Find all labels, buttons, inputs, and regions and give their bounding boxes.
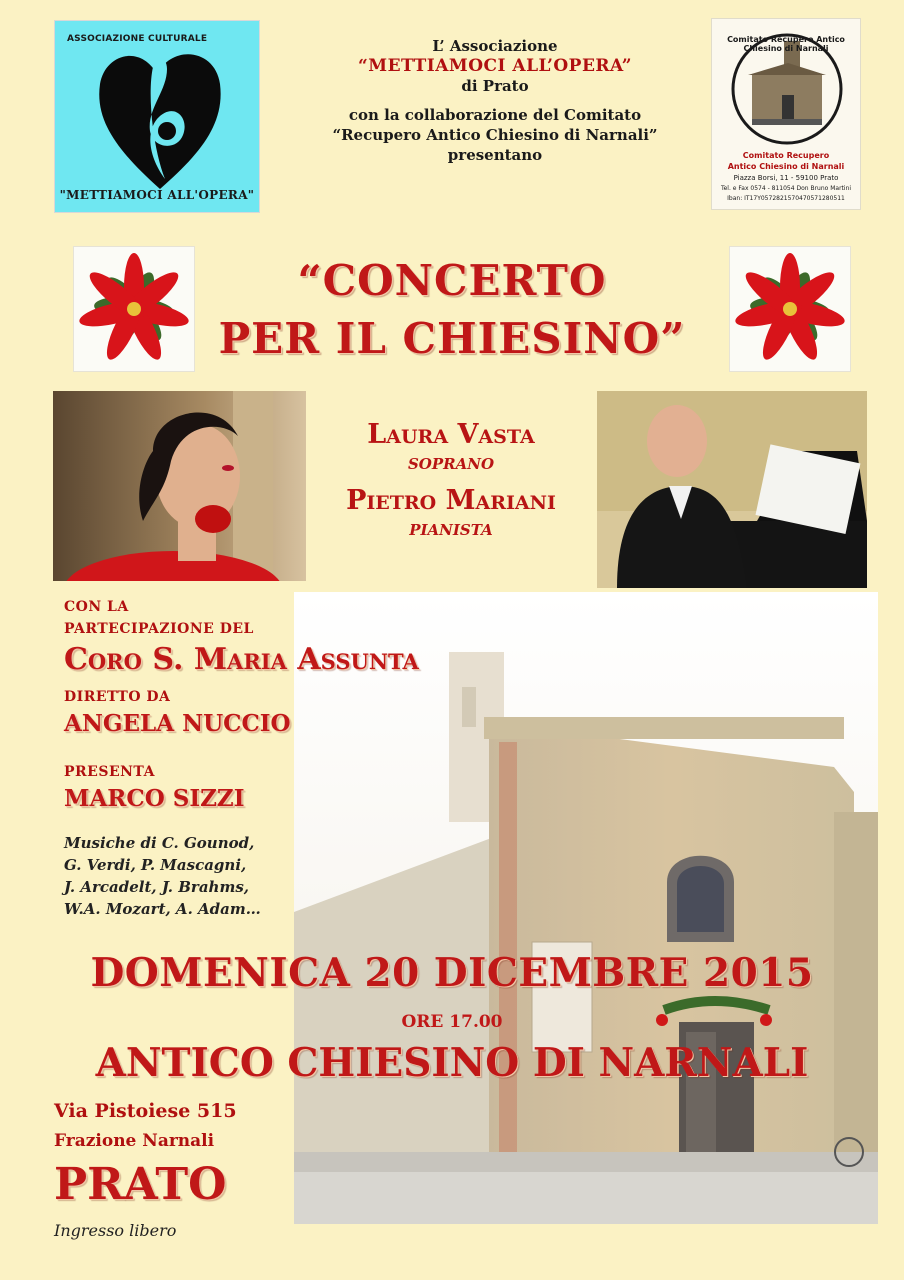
music-line: G. Verdi, P. Mascagni, (64, 856, 247, 874)
title-line-1: “CONCERTO (297, 256, 607, 305)
directed-by-label: DIRETTO DA (64, 689, 171, 705)
music-line: W.A. Mozart, A. Adam… (64, 900, 261, 918)
heart-treble-clef-icon (95, 39, 225, 199)
music-program (64, 832, 261, 920)
entrance-note: Ingresso libero (54, 1221, 177, 1240)
director-name: ANGELA NUCCIO (64, 710, 291, 737)
logo-bottom-text: "METTIAMOCI ALL'OPERA" (59, 188, 255, 202)
performer-name: Laura Vasta (367, 419, 535, 450)
soprano-photo (53, 391, 306, 581)
poinsettia-icon (74, 247, 194, 371)
performers (306, 418, 596, 550)
header-text (290, 36, 700, 165)
event-venue: ANTICO CHIESINO DI NARNALI (95, 1040, 809, 1086)
participation-line-1: CON LA (64, 599, 129, 615)
committee-name-2: Antico Chiesino di Narnali (727, 162, 845, 171)
event-date: DOMENICA 20 DICEMBRE 2015 (90, 950, 814, 996)
choir-name: Coro S. Maria Assunta (64, 642, 419, 677)
header-line-city: di Prato (461, 77, 529, 95)
committee-logo (711, 18, 861, 210)
venue-city: PRATO (54, 1159, 227, 1210)
header-line-committee: “Recupero Antico Chiesino di Narnali” (332, 126, 658, 144)
performer-role: SOPRANO (407, 455, 495, 473)
logo-top-text: ASSOCIAZIONE CULTURALE (67, 34, 208, 44)
poinsettia-right (729, 246, 851, 372)
seal-ring-text: Comitato Recupero Antico Chiesino di Narnali (727, 35, 845, 53)
pianist-photo (597, 391, 867, 588)
poinsettia-left (73, 246, 195, 372)
presents-label: PRESENTA (64, 764, 155, 780)
performer-name: Pietro Mariani (346, 485, 556, 516)
music-line: Musiche di C. Gounod, (64, 834, 255, 852)
association-name: “METTIAMOCI ALL’OPERA” (358, 56, 632, 76)
presenter-name: MARCO SIZZI (64, 785, 245, 812)
chapel-photo (294, 592, 878, 1224)
committee-address: Piazza Borsi, 11 - 59100 Prato (733, 174, 839, 182)
committee-phone: Tel. e Fax 0574 - 811054 Don Bruno Martini (720, 185, 852, 192)
venue-district: Frazione Narnali (54, 1131, 215, 1151)
committee-name-1: Comitato Recupero (742, 151, 830, 160)
event-time: ORE 17.00 (401, 1012, 503, 1032)
participation-line-2: PARTECIPAZIONE DEL (64, 621, 254, 637)
association-logo (54, 20, 260, 213)
title-line-2: PER IL CHIESINO” (218, 314, 686, 363)
header-line-collaboration: con la collaborazione del Comitato (348, 106, 642, 124)
participation-label (64, 596, 254, 640)
poinsettia-icon (730, 247, 850, 371)
committee-iban: Iban: IT17Y0572821570470571280511 (727, 195, 845, 202)
performer-role: PIANISTA (409, 521, 493, 539)
concert-title (200, 252, 704, 368)
music-line: J. Arcadelt, J. Brahms, (64, 878, 249, 896)
header-line-present: presentano (447, 146, 543, 164)
venue-street: Via Pistoiese 515 (54, 1100, 237, 1122)
header-line-association: L’ Associazione (432, 37, 558, 55)
